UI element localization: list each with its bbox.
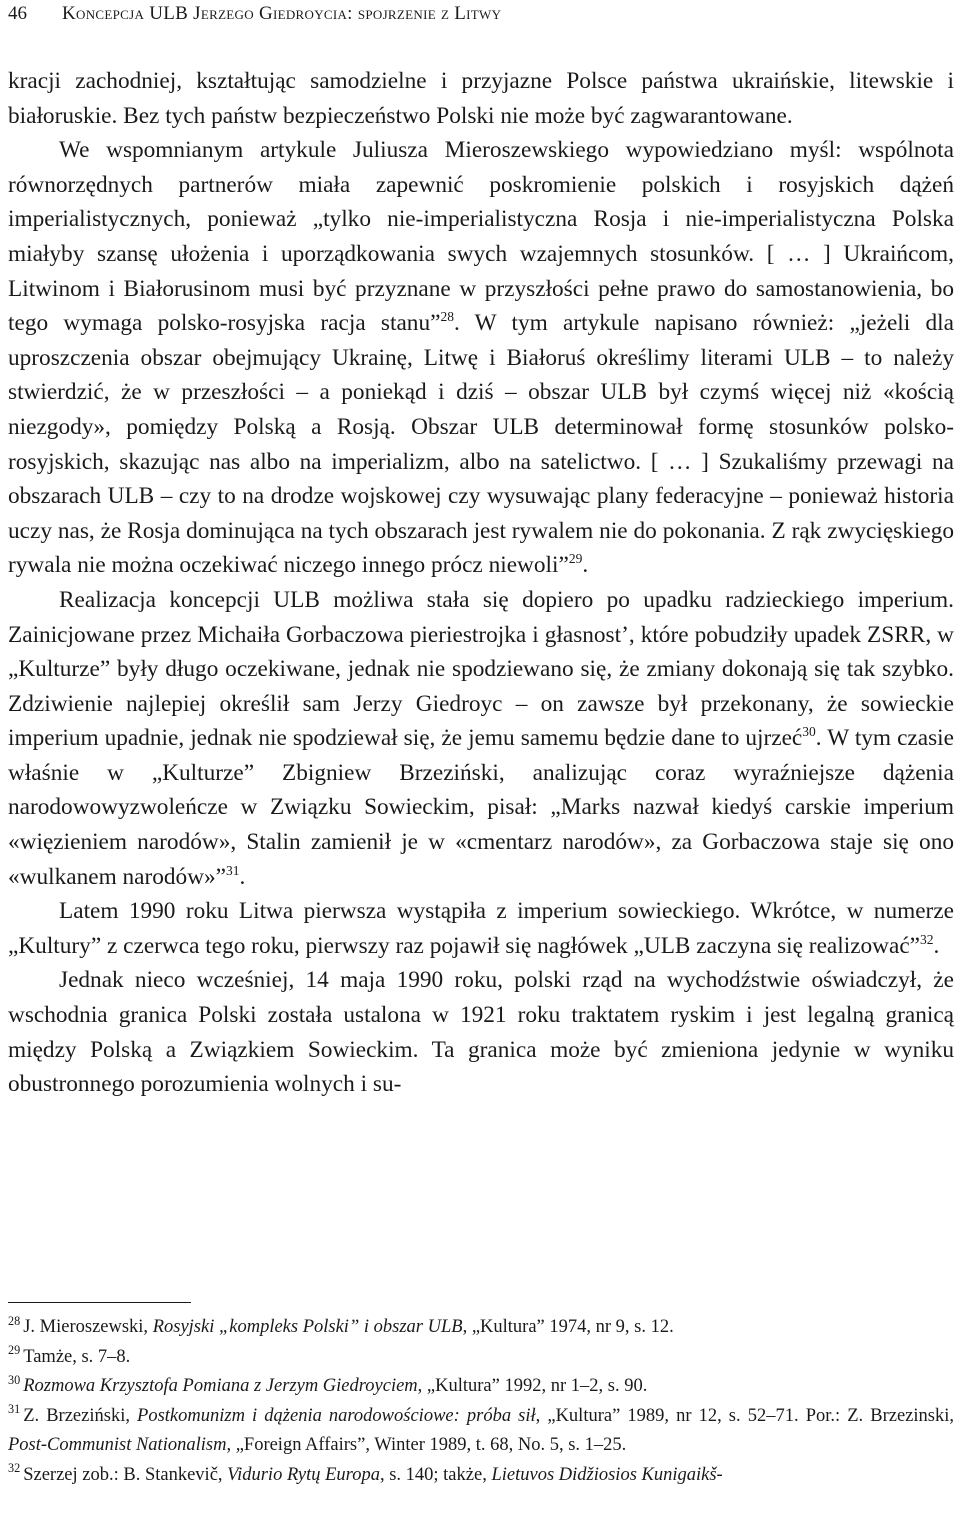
footnotes — [8, 1313, 954, 1490]
footnote-title: Post-Communist Nationalism — [8, 1435, 227, 1455]
paragraph-text: . — [933, 932, 940, 959]
footnote-separator — [8, 1302, 191, 1303]
footnote-number: 31 — [8, 1402, 21, 1417]
footnote-number: 30 — [8, 1372, 21, 1387]
paragraph — [8, 963, 954, 1101]
paragraph — [8, 894, 954, 963]
paragraph-text: Jednak nieco wcześniej, 14 maja 1990 roku, polski rząd na wychodźstwie oświadczył, że wschodnia granica Polski została ustalona w 1921 roku traktatem ryskim i jest legalną granicą między Polską a Związkiem Sowieckim. Ta granica może być zmieniona jedynie w wyniku obustronnego porozumienia wolnych i su- — [8, 967, 954, 1098]
paragraph-text: . — [582, 552, 589, 579]
paragraph-text: We wspomnianym artykule Juliusza Mieroszewskiego wypowiedziano myśl: wspólnota równorzędnych partnerów miała zapewnić poskromienie polskich i rosyjskich dążeń imperialistycznych, ponieważ „tylko nie-imperialistyczna Rosja i nie-imperialistyczna Polska miałyby szansę ułożenia i uporządkowania swych wzajemnych stosunków. [ … ] Ukraińcom, Litwinom i Białorusinom musi być przyznane w przyszłości pełne prawo do samostanowienia, bo tego wymaga polsko-rosyjska racja stanu” — [8, 137, 954, 337]
paragraph — [8, 64, 954, 133]
footnote-text: , „Kultura” 1974, nr 9, s. 12. — [462, 1317, 674, 1337]
footnote — [8, 1343, 954, 1373]
footnote-title: Rosyjski „kompleks Polski” i obszar ULB — [152, 1317, 463, 1337]
footnote-text: Tamże, s. 7–8. — [23, 1346, 131, 1367]
footnote-ref: 29 — [568, 551, 583, 567]
footnote-number: 32 — [8, 1461, 21, 1476]
footnote-text: Z. Brzeziński, — [23, 1405, 138, 1426]
footnote-text: J. Mieroszewski, — [23, 1317, 153, 1337]
running-title: Koncepcja ULB Jerzego Giedroycia: spojrzenie z Litwy — [62, 3, 502, 24]
footnote-number: 28 — [8, 1313, 21, 1328]
footnote-text: Szerzej zob.: B. Stankevič, — [23, 1464, 228, 1485]
footnote-ref: 31 — [226, 862, 240, 878]
paragraph — [8, 133, 954, 583]
footnote-text: , „Foreign Affairs”, Winter 1989, t. 68, No. 5, s. 1–25. — [226, 1435, 627, 1455]
footnote-title: Lietuvos Didžiosios Kunigaikš- — [491, 1464, 723, 1485]
paragraph-text: Latem 1990 roku Litwa pierwsza wystąpiła z imperium sowieckiego. Wkrótce, w numerze „Kultury” z czerwca tego roku, pierwszy raz pojawił się nagłówek „ULB zaczyna się realizować” — [8, 898, 954, 959]
footnote-ref: 32 — [920, 932, 934, 948]
footnote-title: Vidurio Rytų Europa — [227, 1464, 380, 1485]
footnote — [8, 1402, 954, 1461]
footnote-text: , „Kultura” 1992, nr 1–2, s. 90. — [417, 1376, 648, 1396]
paragraph-text: . — [239, 863, 246, 890]
paragraph-text: Realizacja koncepcji ULB możliwa stała się dopiero po upadku radzieckiego imperium. Zainicjowane przez Michaiła Gorbaczowa pieriestrojka i głasnost’, które pobudziły upadek ZSRR, w „Kulturze” były długo oczekiwane, jednak nie spodziewano się, że zmiany dokonają się tak szybko. Zdziwienie najlepiej określił sam Jerzy Giedroyc – on zawsze był przekonany, że sowieckie imperium upadnie, jednak nie spodziewał się, że jemu samemu będzie dane to ujrzeć — [8, 586, 954, 752]
paragraph — [8, 583, 954, 894]
page-number: 46 — [8, 3, 27, 24]
footnote-text: , „Kultura” 1989, nr 12, s. 52–71. Por.: Z. Brzezinski, — [535, 1405, 954, 1426]
footnote-text: , s. 140; także, — [379, 1464, 492, 1485]
footnote-ref: 28 — [440, 309, 454, 325]
footnote-number: 29 — [8, 1343, 21, 1358]
body-text — [8, 64, 954, 1102]
footnote — [8, 1313, 954, 1343]
footnote-ref: 30 — [802, 724, 816, 740]
paragraph-text: . W tym czasie właśnie w „Kulturze” Zbigniew Brzeziński, analizując coraz wyraźniejsze dążenia narodowowyzwoleńcze w Związku Sowieckim, pisał: „Marks nazwał kiedyś carskie imperium «więzieniem narodów», Stalin zamienił je w «cmentarz narodów», za Gorbaczowa staje się ono «wulkanem narodów»” — [8, 725, 954, 890]
footnote-title: Rozmowa Krzysztofa Pomiana z Jerzym Giedroyciem — [23, 1376, 418, 1396]
footnote-title: Postkomunizm i dążenia narodowościowe: próba sił — [137, 1405, 536, 1426]
footnote — [8, 1461, 954, 1491]
footnote — [8, 1372, 954, 1402]
paragraph-text: . W tym artykule napisano również: „jeżeli dla uproszczenia obszar obejmujący Ukrainę, Litwę i Białoruś określimy literami ULB – to należy stwierdzić, że w przeszłości – a poniekąd i dziś – obszar ULB był czymś więcej niż «kością niezgody», pomiędzy Polską a Rosją. Obszar ULB determinował formę stosunków polsko-rosyjskich, skazując nas albo na imperializm, albo na satelictwo. [ … ] Szukaliśmy przewagi na obszarach ULB – czy to na drodze wojskowej czy wysuwając plany federacyjne – ponieważ historia uczy nas, że Rosja dominująca na tych obszarach jest rywalem nie do pokonania. Z rąk zwycięskiego rywala nie można oczekiwać niczego innego prócz niewoli” — [8, 310, 954, 579]
paragraph-text: kracji zachodniej, kształtując samodzielne i przyjazne Polsce państwa ukraińskie, litewskie i białoruskie. Bez tych państw bezpieczeństwo Polski nie może być zagwarantowane. — [8, 68, 954, 129]
running-header — [8, 2, 501, 26]
